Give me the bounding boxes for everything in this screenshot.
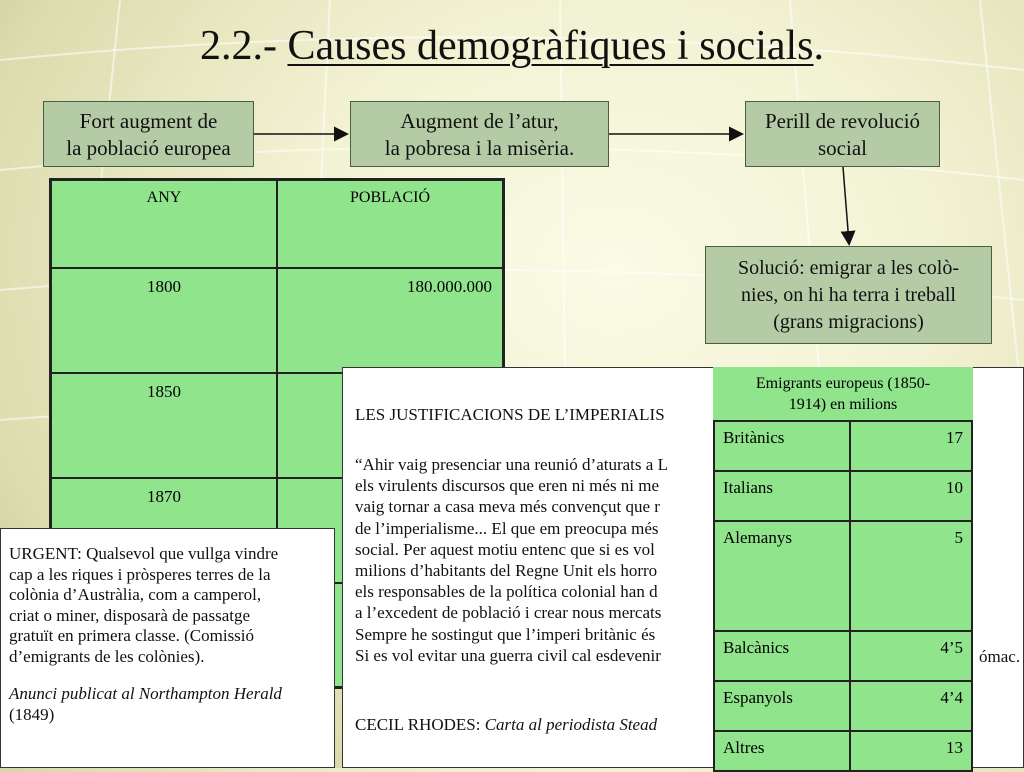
flow-box-line: Solució: emigrar a les colò- xyxy=(737,257,960,279)
table-header-row xyxy=(51,180,504,268)
cell-population: 180.000.000 xyxy=(277,268,504,373)
page-title xyxy=(0,22,1024,70)
cell-country: Altres xyxy=(714,731,850,771)
table-row xyxy=(714,521,972,631)
notice-source: Anunci publicat al Northampton Herald xyxy=(9,684,282,703)
cell-year: 1850 xyxy=(51,373,278,478)
quote-line: els virulents discursos que eren ni més ni me xyxy=(355,476,660,496)
cell-country: Balcànics xyxy=(714,631,850,681)
cell-country: Britànics xyxy=(714,421,850,471)
cell-country: Espanyols xyxy=(714,681,850,731)
notice-line: colònia d’Austràlia, com a camperol, xyxy=(9,585,262,604)
title-text: Causes demogràfiques i socials xyxy=(287,23,814,69)
emigrants-panel xyxy=(713,367,973,772)
urgent-notice xyxy=(0,528,335,768)
table-row xyxy=(51,268,504,373)
quote-line: social. Per aquest motiu entenc que si es vol xyxy=(355,539,655,559)
notice-line: d’emigrants de les colònies). xyxy=(9,646,205,666)
header-population: POBLACIÓ xyxy=(277,180,504,268)
table-row xyxy=(714,471,972,521)
quote-author xyxy=(355,714,657,735)
flow-box-unemployment xyxy=(350,101,609,167)
flow-box-line: social xyxy=(818,136,867,160)
emigrants-header-line: 1914) en milions xyxy=(788,396,898,413)
cell-year: 1800 xyxy=(51,268,278,373)
cell-millions: 13 xyxy=(850,731,972,771)
quote-line: de l’imperialisme... El que em preocupa més xyxy=(355,518,659,538)
quote-line: els responsables de la política colonial han d xyxy=(355,582,658,602)
flow-box-line: Fort augment de xyxy=(79,109,218,133)
flow-box-line: la població europea xyxy=(66,136,231,160)
cell-millions: 4’4 xyxy=(850,681,972,731)
title-number: 2.2.- xyxy=(199,23,288,69)
quote-line: milions d’habitants del Regne Unit els horro xyxy=(355,560,658,580)
flow-box-line: Augment de l’atur, xyxy=(400,109,559,133)
quote-overflow-text: ómac. xyxy=(979,647,1021,666)
quote-line: Sempre he sostingut que l’imperi britànic és xyxy=(355,624,656,644)
emigrants-header xyxy=(713,367,973,420)
flow-box-solution xyxy=(705,246,992,344)
notice-line: gratuït en primera classe. (Comissió xyxy=(9,626,255,645)
arrow-3 xyxy=(843,167,849,243)
quote-line: vaig tornar a casa meva més convençut que r xyxy=(355,497,660,517)
cell-year: 1870 xyxy=(51,478,278,583)
notice-line: cap a les riques i pròsperes terres de la xyxy=(9,564,271,584)
notice-line: criat o miner, disposarà de passatge xyxy=(9,605,251,625)
emigrants-table xyxy=(713,420,973,772)
quote-line: a l’excedent de població i crear nous mercats xyxy=(355,603,662,623)
flow-box-revolution-risk xyxy=(745,101,940,167)
table-row xyxy=(714,631,972,681)
table-row xyxy=(714,731,972,771)
cell-millions: 17 xyxy=(850,421,972,471)
cell-millions: 4’5 xyxy=(850,631,972,681)
quote-author-source: Carta al periodista Stead xyxy=(484,715,658,734)
flow-box-line: (grans migracions) xyxy=(773,311,924,333)
notice-year: (1849) xyxy=(9,704,55,724)
quote-line: Si es vol evitar una guerra civil cal esdevenir xyxy=(355,645,661,665)
flow-box-line: la pobresa i la misèria. xyxy=(384,136,575,160)
cell-millions: 5 xyxy=(850,521,972,631)
table-row xyxy=(714,681,972,731)
quote-title: LES JUSTIFICACIONS DE L’IMPERIALIS xyxy=(355,405,665,424)
flow-box-line: Perill de revolució xyxy=(764,109,921,133)
flow-box-population-growth xyxy=(43,101,254,167)
title-dot: . xyxy=(813,23,825,69)
quote-author-name: CECIL RHODES: xyxy=(355,715,485,734)
quote-line: “Ahir vaig presenciar una reunió d’aturats a L xyxy=(355,455,668,474)
emigrants-header-line: Emigrants europeus (1850- xyxy=(755,375,931,392)
table-row xyxy=(714,421,972,471)
header-year: ANY xyxy=(51,180,278,268)
notice-line: URGENT: Qualsevol que vullga vindre xyxy=(9,544,279,563)
cell-millions: 10 xyxy=(850,471,972,521)
cell-country: Alemanys xyxy=(714,521,850,631)
cell-country: Italians xyxy=(714,471,850,521)
flow-box-line: nies, on hi ha terra i treball xyxy=(741,284,956,306)
